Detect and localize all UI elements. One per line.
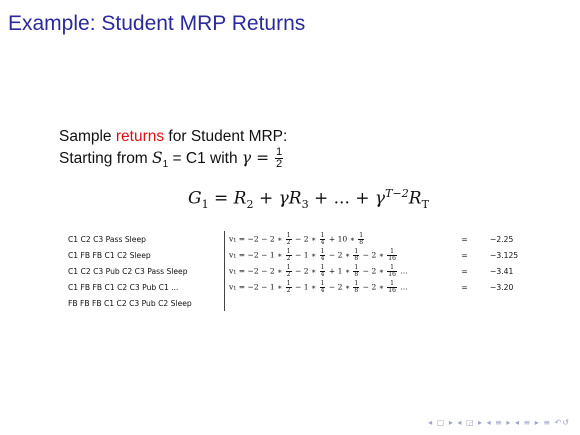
intro-line-2 — [59, 147, 287, 175]
sample-path: C1 FB FB C1 C2 C3 Pub C1 ... — [64, 279, 225, 295]
state-symbol: S — [152, 148, 163, 167]
equals-sign: = — [461, 282, 468, 292]
state-subscript: 1 — [162, 158, 169, 170]
intro-prefix: Sample — [59, 128, 116, 145]
sample-return-expression: v₁ = −2 − 1 ∗ $\frac{1}{2}$ − 1 ∗ $\frac{1}{4}$ − 2 ∗ $\frac{1}{8}$ − 2 ∗ $\frac{1}{16}$ — [229, 247, 396, 262]
sample-returns-table — [64, 231, 534, 311]
sample-return-expression — [225, 295, 444, 311]
sample-path: C1 FB FB C1 C2 Sleep — [64, 247, 225, 263]
state-eq: = C1 with — [168, 149, 242, 167]
table-row — [64, 247, 534, 263]
sample-return-value: −3.20 — [490, 282, 514, 292]
table-row — [64, 263, 534, 279]
sample-path: C1 C2 C3 Pass Sleep — [64, 231, 225, 247]
sample-path: C1 C2 C3 Pub C2 C3 Pass Sleep — [64, 263, 225, 279]
table-row — [64, 295, 534, 311]
table-row — [64, 279, 534, 295]
slide-title: Example: Student MRP Returns — [8, 12, 306, 35]
equals-sign — [443, 295, 486, 311]
gamma-fraction: $\frac{1}{2}$ — [275, 146, 283, 171]
equals-sign: = — [461, 266, 468, 276]
gamma-symbol: γ = — [241, 148, 274, 167]
sample-return-value: −2.25 — [490, 234, 514, 244]
sample-return-expression: v₁ = −2 − 2 ∗ $\frac{1}{2}$ − 2 ∗ $\frac{1}{4}$ + 10 ∗ $\frac{1}{8}$ — [229, 231, 364, 246]
intro-suffix: for Student MRP: — [164, 128, 288, 145]
sample-path: FB FB FB C1 C2 C3 Pub C2 Sleep — [64, 295, 225, 311]
return-formula: $G_1 = R_2 + \gamma R_3$ + ... + $\gamma^{T-2}R_T$ — [188, 187, 429, 212]
beamer-nav-icons[interactable]: ◂ ▢ ▸ ◂ ◲ ▸ ◂ ≡ ▸ ◂ ≡ ▸ ≡ ↶↺ — [428, 418, 570, 427]
sample-return-expression: v₁ = −2 − 2 ∗ $\frac{1}{2}$ − 2 ∗ $\frac{1}{4}$ + 1 ∗ $\frac{1}{8}$ − 2 ∗ $\frac{1}{16}$ ... — [229, 263, 408, 278]
returns-highlight: returns — [115, 128, 165, 145]
intro-text — [59, 127, 287, 175]
sample-return-expression: v₁ = −2 − 1 ∗ $\frac{1}{2}$ − 1 ∗ $\frac{1}{4}$ − 2 ∗ $\frac{1}{8}$ − 2 ∗ $\frac{1}{16}$ ... — [229, 279, 408, 294]
table-row — [64, 231, 534, 247]
starting-prefix: Starting from — [59, 149, 153, 167]
sample-return-value: −3.125 — [490, 250, 519, 260]
equals-sign: = — [461, 234, 468, 244]
intro-line-1 — [59, 127, 287, 147]
sample-return-value: −3.41 — [490, 266, 514, 276]
sample-return-value — [486, 295, 534, 311]
equals-sign: = — [461, 250, 468, 260]
